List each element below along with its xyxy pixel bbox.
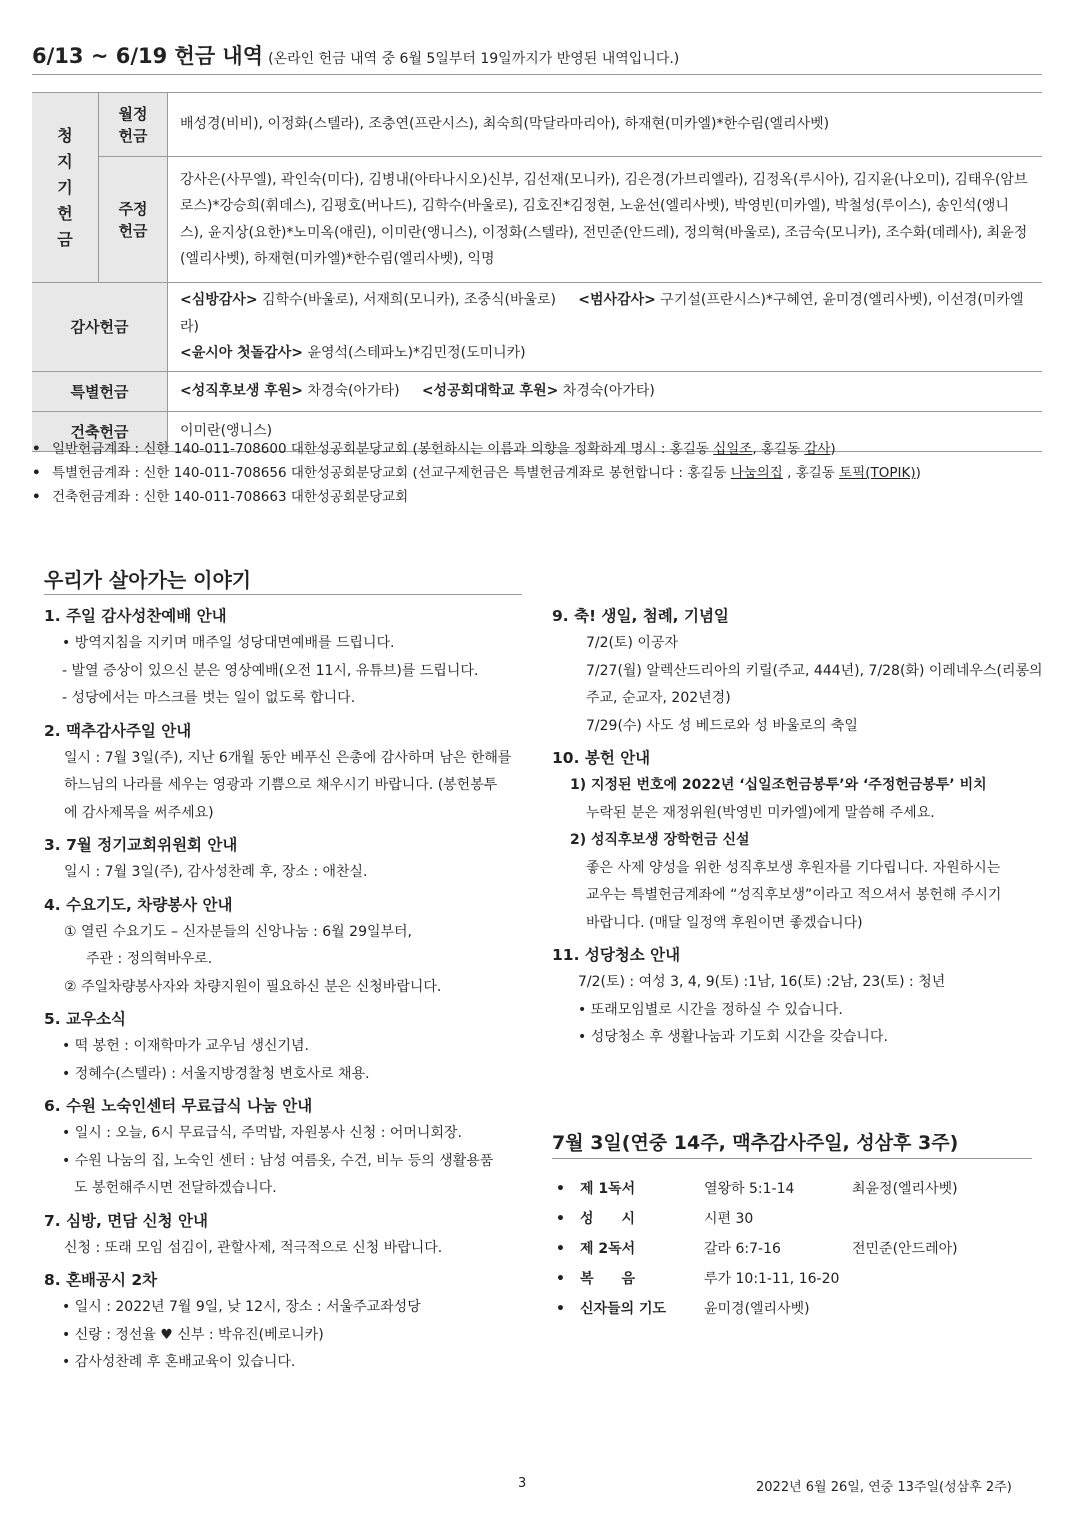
thanks-val-1: 김학수(바울로), 서재희(모니카), 조중식(바울로) (257, 292, 557, 308)
account-building: • 건축헌금계좌 : 신한 140-011-708663 대한성공회분당교회 (32, 489, 409, 505)
footer-date: 2022년 6월 26일, 연중 13주일(성삼후 2주) (756, 1480, 1012, 1495)
news-heading-9: 9. 축! 생일, 첨례, 기념일 (552, 607, 729, 625)
readings-list (556, 1174, 958, 1324)
thanks-val-2: 구기설(프란시스)*구혜연, 윤미경(엘리사벳), 이선경(미카엘라) (180, 292, 1024, 335)
news-heading-3: 3. 7월 정기교회위원회 안내 (44, 836, 238, 854)
reading-row: • 제 1독서 열왕하 5:1-14 최윤정(엘리사벳) (556, 1181, 958, 1197)
news-heading-4: 4. 수요기도, 차량봉사 안내 (44, 895, 233, 914)
account-special: • 특별헌금계좌 : 신한 140-011-708656 대한성공회분당교회 (선교구제헌금은 특별헌금계좌로 봉헌합니다 : 홍길동 나눔의집 , 홍길동 토픽(TOPIK)) (32, 465, 921, 481)
thanks-label: 감사헌금 (32, 283, 168, 372)
thanks-tag-1: <심방감사> (180, 292, 258, 308)
building-label: 건축헌금 (32, 411, 168, 451)
special-label: 특별헌금 (32, 371, 168, 411)
special-tag-1: <성직후보생 후원> (180, 382, 304, 399)
news-heading-7: 7. 심방, 면담 신청 안내 (44, 1211, 208, 1230)
news-heading-11: 11. 성당청소 안내 (552, 946, 681, 964)
weekly-donors: 강사은(사무엘), 곽인숙(미다), 김병내(아타나시오)신부, 김선재(모니카), 김은경(가브리엘라), 김정옥(루시아), 김지윤(나오미), 김태우(암브로스)*강승희(휘데스), 김평호(버나드), 김학수(바울로), 김호진*김정현, 노윤선(엘리사벳), 박영빈(미카엘), 박철성(루이스), 송인석(앵니스), 윤지상(요한)*노미옥(애린), 이미란(앵니스), 이정화(스텔라), 전민준(안드레), 정의혁(바울로), 조금숙(모니카), 조수화(데레사), 최윤정(엘리사벳), 하재현(미카엘)*한수림(엘리사벳), 익명 (168, 157, 1043, 283)
account-list (32, 437, 1042, 509)
monthly-donors: 배성경(비비), 이정화(스텔라), 조충연(프란시스), 최숙희(막달라마리아), 하재현(미카엘)*한수림(엘리사벳) (168, 93, 1043, 157)
building-donors: 이미란(앵니스) (168, 411, 1043, 451)
thanks-tag-2: <범사감사> (578, 292, 656, 308)
offering-subtitle: (온라인 헌금 내역 중 6월 5일부터 19일까지가 반영된 내역입니다.) (268, 51, 680, 67)
reading-row: • 신자들의 기도 윤미경(엘리사벳) (556, 1301, 810, 1317)
tithe-group-label (32, 93, 99, 283)
weekly-label: 주정헌금 (118, 199, 148, 240)
news-heading-1: 1. 주일 감사성찬예배 안내 (44, 607, 227, 625)
thanks-tag-3: <윤시아 첫돌감사> (180, 345, 304, 361)
reading-row: • 성 시 시편 30 (556, 1211, 754, 1227)
reading-row: • 복 음 루가 10:1-11, 16-20 (556, 1271, 840, 1287)
news-heading-8: 8. 혼배공시 2차 (44, 1271, 158, 1289)
readings-title: 7월 3일(연중 14주, 맥추감사주일, 성삼후 3주) (552, 1128, 1032, 1159)
offering-table (32, 92, 1042, 452)
special-val-1: 차경숙(아가타) (303, 382, 400, 399)
offering-header (32, 40, 1042, 75)
thanks-donors (168, 283, 1043, 372)
monthly-label: 월정헌금 (118, 104, 148, 145)
news-heading-10: 10. 봉헌 안내 (552, 749, 651, 767)
news-heading-6: 6. 수원 노숙인센터 무료급식 나눔 안내 (44, 1097, 313, 1115)
news-right-column: 9. 축! 생일, 첨례, 기념일 7/2(토) 이공자 7/27(월) 알렉산드리아의 키릴(주교, 444년), 7/28(화) 이레네우스(리롱의 주교, 순교자, 202년경) 7/29(수) 사도 성 베드로와 성 바울로의 축일 10. 봉헌 안내 1) 지정된 번호에 2022년 ‘십일조헌금봉투’와 ‘주정헌금봉투’ 비치 누락된 분은 재정위원(박영빈 미카엘)에게 말씀해 주세요. 2) 성직후보생 장학헌금 신설 좋은 사제 양성을 위한 성직후보생 후원자를 기다립니다. 자원하시는 교우는 특별헌금계좌에 “성직후보생”이라고 적으셔서 봉헌해 주시기 바랍니다. (매달 일정액 후원이면 좋겠습니다) 11. 성당청소 안내 7/2(토) : 여성 3, 4, 9(토) :1남, 16(토) :2남, 23(토) : 청년 • 또래모임별로 시간을 정하실 수 있습니다. • 성당청소 후 생활나눔과 기도회 시간을 갖습니다. (552, 602, 1042, 1052)
account-general: • 일반헌금계좌 : 신한 140-011-708600 대한성공회분당교회 (봉헌하시는 이름과 의향을 정확하게 명시 : 홍길동 십일조, 홍길동 감사) (32, 441, 836, 457)
page-number: 3 (518, 1476, 527, 1491)
special-donors (168, 371, 1043, 411)
news-heading-5: 5. 교우소식 (44, 1010, 126, 1028)
thanks-val-3: 윤영석(스테파노)*김민정(도미니카) (303, 345, 526, 361)
offering-title: 6/13 ~ 6/19 헌금 내역 (32, 44, 263, 68)
special-tag-2: <성공회대학교 후원> (421, 382, 559, 399)
special-val-2: 차경숙(아가타) (558, 382, 655, 399)
reading-row: • 제 2독서 갈라 6:7-16 전민준(안드레아) (556, 1241, 958, 1257)
news-heading-2: 2. 맥추감사주일 안내 (44, 721, 192, 740)
news-section-title: 우리가 살아가는 이야기 (44, 564, 522, 595)
tithe-group-text: 청지기헌금 (57, 125, 73, 249)
news-left-column: 1. 주일 감사성찬예배 안내 • 방역지침을 지키며 매주일 성당대면예배를 드립니다. - 발열 증상이 있으신 분은 영상예배(오전 11시, 유튜브)를 드립니다. - 성당에서는 마스크를 벗는 일이 없도록 합니다. 2. 맥추감사주일 안내 일시 : 7월 3일(주), 지난 6개월 동안 베푸신 은총에 감사하며 남은 한해를 하느님의 나라를 세우는 영광과 기쁨으로 채우시기 바랍니다. (봉헌봉투 에 감사제목을 써주세요) 3. 7월 정기교회위원회 안내 일시 : 7월 3일(주), 감사성찬례 후, 장소 : 애찬실. 4. 수요기도, 차량봉사 안내 ① 열린 수요기도 – 신자분들의 신앙나눔 : 6월 29일부터, 주관 : 정의혁바우로. ② 주일차량봉사자와 차량지원이 필요하신 분은 신청바랍니다. 5. 교우소식 • 떡 봉헌 : 이재학마가 교우님 생신기념. • 정혜수(스텔라) : 서울지방경찰청 변호사로 채용. 6. 수원 노숙인센터 무료급식 나눔 안내 • 일시 : 오늘, 6시 무료급식, 주먹밥, 자원봉사 신청 : 어머니회장. • 수원 나눔의 집, 노숙인 센터 : 남성 여름옷, 수건, 비누 등의 생활용품 도 봉헌해주시면 전달하겠습니다. 7. 심방, 면담 신청 안내 신청 : 또래 모임 섬김이, 관할사제, 적극적으로 신청 바랍니다. 8. 혼배공시 2차 • 일시 : 2022년 7월 9일, 낮 12시, 장소 : 서울주교좌성당 • 신랑 : 정선율 ♥ 신부 : 박유진(베로니카) • 감사성찬례 후 혼배교육이 있습니다. (44, 602, 534, 1377)
